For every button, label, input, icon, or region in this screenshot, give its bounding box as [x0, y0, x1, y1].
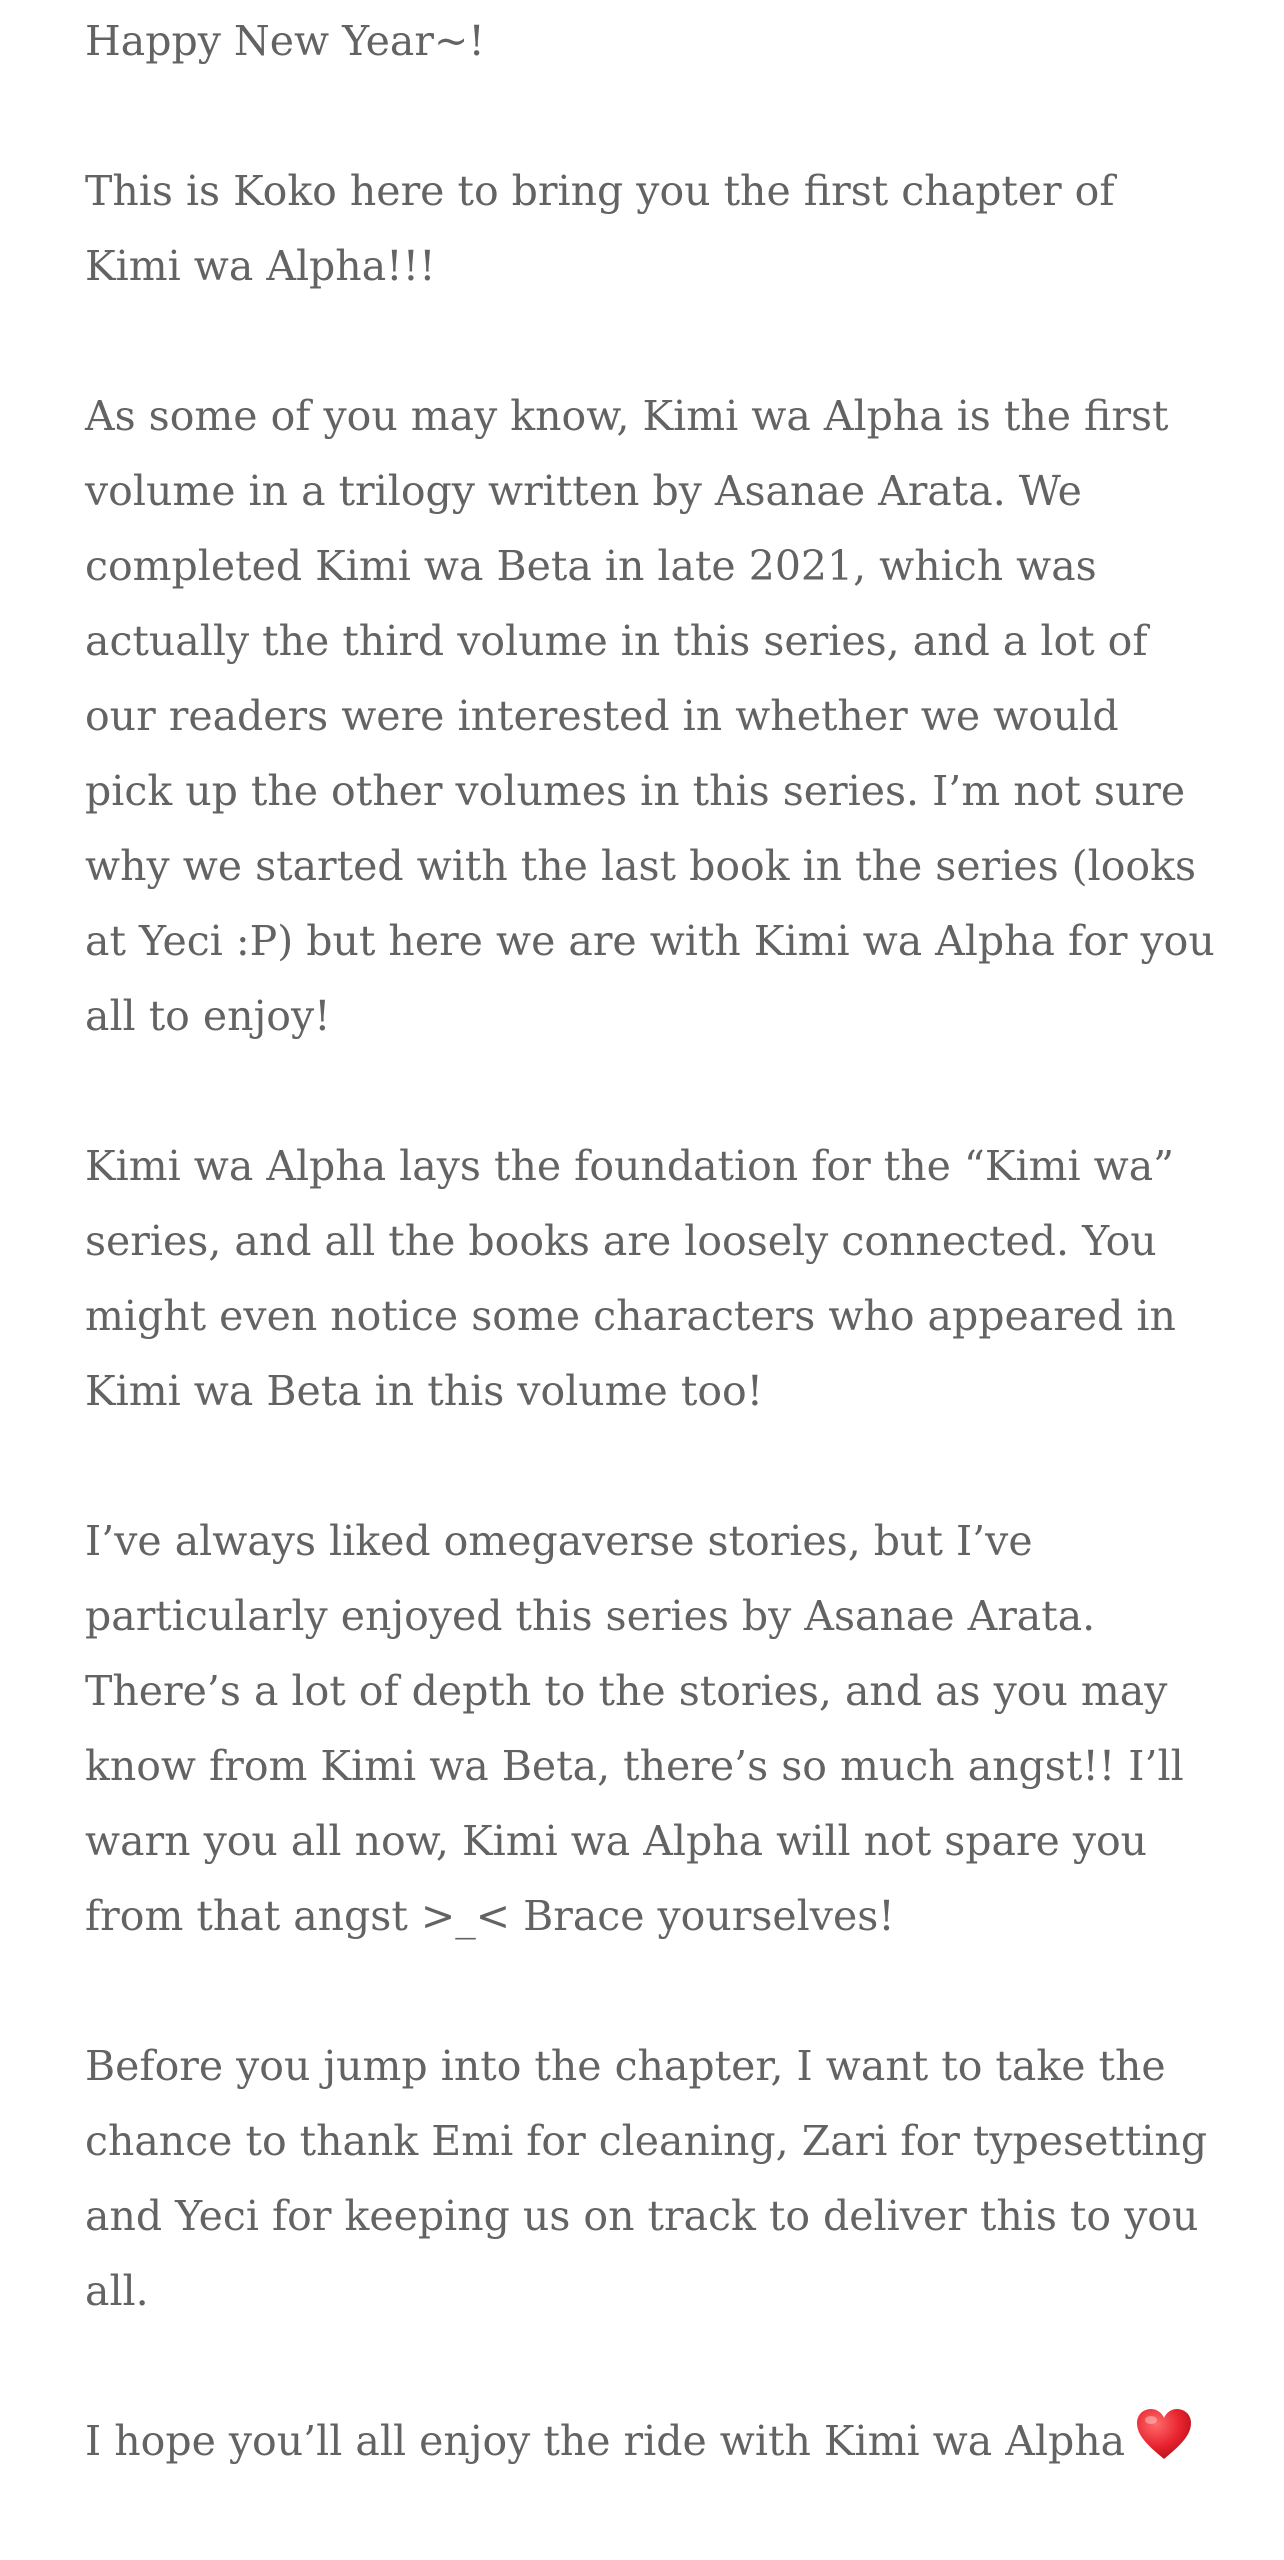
paragraph-series-connection: Kimi wa Alpha lays the foundation for the “Kimi wa” series, and all the books are loosely connected. You might even notice some characters who appeared in Kimi wa Beta in this volume too!	[85, 1142, 1176, 1415]
paragraph-closing	[85, 2404, 1215, 2485]
paragraph-series-background: As some of you may know, Kimi wa Alpha is the first volume in a trilogy written by Asanae Arata. We completed Kimi wa Beta in late 2021, which was actually the third volume in this series, and a lot of our readers were interested in whether we would pick up the other volumes in this series. I’m not sure why we started with the last book in the series (looks at Yeci :P) but here we are with Kimi wa Alpha for you all to enjoy!	[85, 392, 1215, 1040]
paragraph-thanks: Before you jump into the chapter, I want to take the chance to thank Emi for cleaning, Zari for typesetting and Yeci for keeping us on track to deliver this to you all.	[85, 2042, 1208, 2315]
post-body	[85, 0, 1215, 2560]
paragraph-intro: This is Koko here to bring you the first chapter of Kimi wa Alpha!!!	[85, 167, 1115, 290]
red-heart-icon	[1135, 2407, 1193, 2485]
paragraph-greeting: Happy New Year~!	[85, 17, 485, 65]
closing-text: I hope you’ll all enjoy the ride with Kimi wa Alpha	[85, 2417, 1126, 2465]
paragraph-omegaverse: I’ve always liked omegaverse stories, but I’ve particularly enjoyed this series by Asanae Arata. There’s a lot of depth to the stories, and as you may know from Kimi wa Beta, there’s so much angst!! I’ll warn you all now, Kimi wa Alpha will not spare you from that angst >_< Brace yourselves!	[85, 1517, 1184, 1940]
